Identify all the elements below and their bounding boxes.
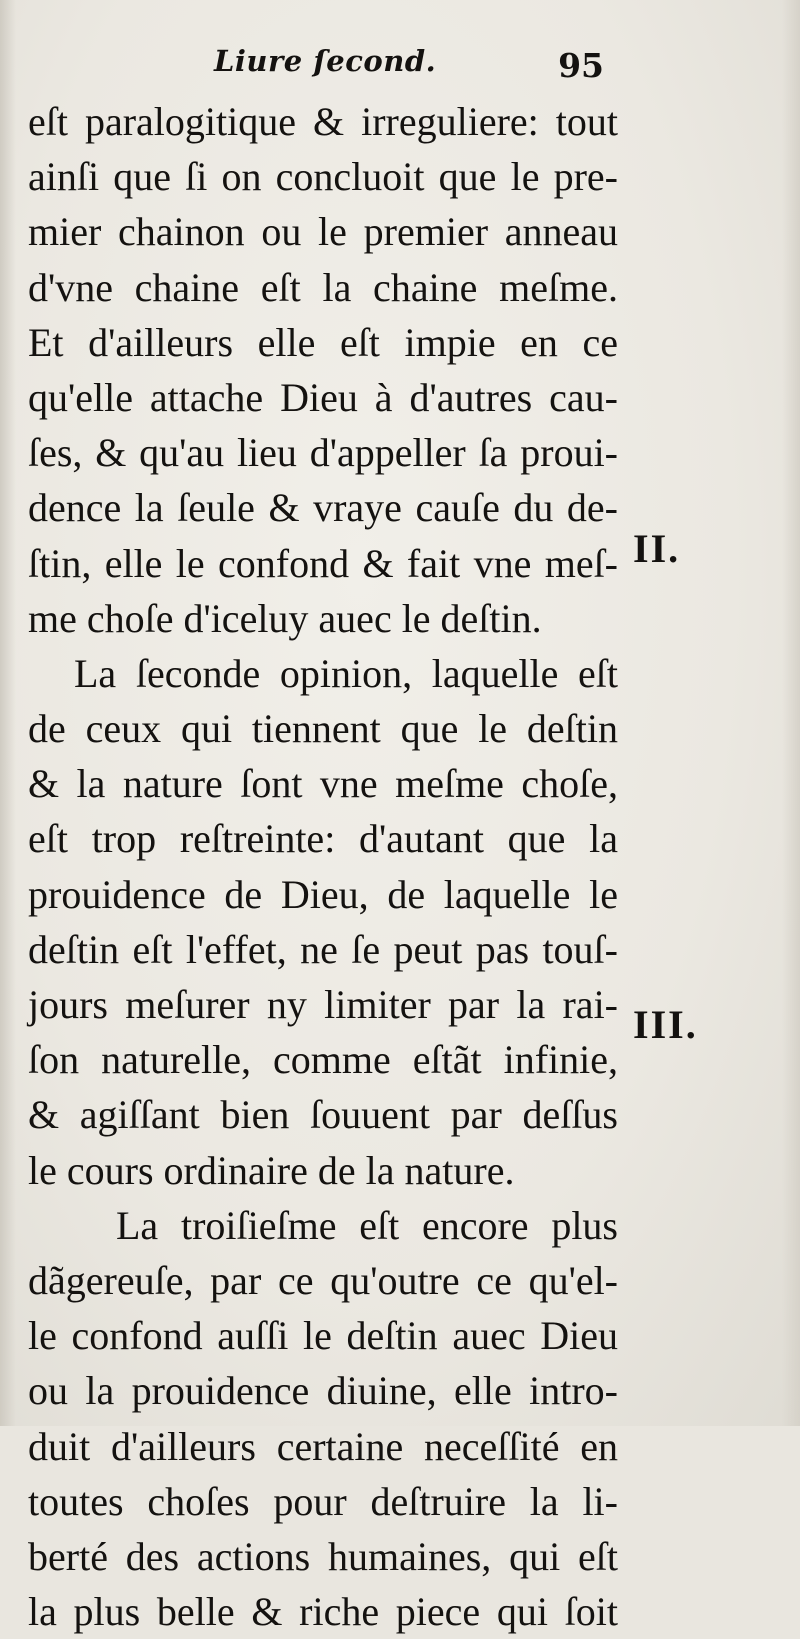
text-line: ſon naturelle, comme eſtãt infinie, bbox=[28, 1037, 618, 1083]
text-line: Et d'ailleurs elle eſt impie en ce bbox=[28, 319, 618, 365]
text-line: & la nature ſont vne meſme choſe, bbox=[28, 761, 618, 807]
marginal-number-iii: III. bbox=[633, 1002, 698, 1047]
body-text bbox=[28, 94, 618, 1639]
text-line: ſtin, elle le confond & fait vne meſ- bbox=[28, 540, 618, 586]
text-line: duit d'ailleurs certaine neceſſité en bbox=[28, 1423, 618, 1469]
text-line: qu'elle attache Dieu à d'autres cau- bbox=[28, 374, 618, 420]
text-line: & agiſſant bien ſouuent par deſſus bbox=[28, 1092, 618, 1138]
page-number: 95 bbox=[558, 46, 604, 85]
text-line: ou la prouidence diuine, elle intro- bbox=[28, 1368, 618, 1414]
page-edge-shadow-left bbox=[0, 0, 16, 1426]
text-line: la plus belle & riche piece qui ſoit bbox=[28, 1589, 618, 1635]
text-line: eſt trop reſtreinte: d'autant que la bbox=[28, 816, 618, 862]
running-head: Liure ſecond. bbox=[214, 44, 437, 78]
text-line: dãgereuſe, par ce qu'outre ce qu'el- bbox=[28, 1257, 618, 1303]
paragraph-first-line: La ſeconde opinion, laquelle eſt bbox=[74, 650, 618, 696]
text-line: ainſi que ſi on concluoit que le pre- bbox=[28, 154, 618, 200]
text-line: d'vne chaine eſt la chaine meſme. bbox=[28, 264, 618, 310]
text-line: me choſe d'iceluy auec le deſtin. bbox=[28, 595, 542, 641]
text-line: toutes choſes pour deſtruire la li- bbox=[28, 1478, 618, 1524]
text-line: le confond auſſi le deſtin auec Dieu bbox=[28, 1313, 618, 1359]
text-line: deſtin eſt l'effet, ne ſe peut pas touſ- bbox=[28, 926, 618, 972]
paragraph-first-line: La troiſieſme eſt encore plus bbox=[116, 1202, 618, 1248]
text-line: berté des actions humaines, qui eſt bbox=[28, 1533, 618, 1579]
text-line: mier chainon ou le premier anneau bbox=[28, 209, 618, 255]
text-line: de ceux qui tiennent que le deſtin bbox=[28, 706, 618, 752]
page-edge-shadow-right bbox=[782, 0, 800, 1426]
text-line: dence la ſeule & vraye cauſe du de- bbox=[28, 485, 618, 531]
page-header bbox=[214, 44, 604, 92]
text-line: jours meſurer ny limiter par la rai- bbox=[28, 982, 618, 1027]
marginal-number-ii: II. bbox=[633, 526, 681, 571]
text-line: prouidence de Dieu, de laquelle le bbox=[28, 871, 618, 917]
text-line: le cours ordinaire de la nature. bbox=[28, 1147, 515, 1193]
text-line: ſes, & qu'au lieu d'appeller ſa proui- bbox=[28, 430, 618, 476]
text-line: eſt paralogitique & irreguliere: tout bbox=[28, 99, 618, 144]
